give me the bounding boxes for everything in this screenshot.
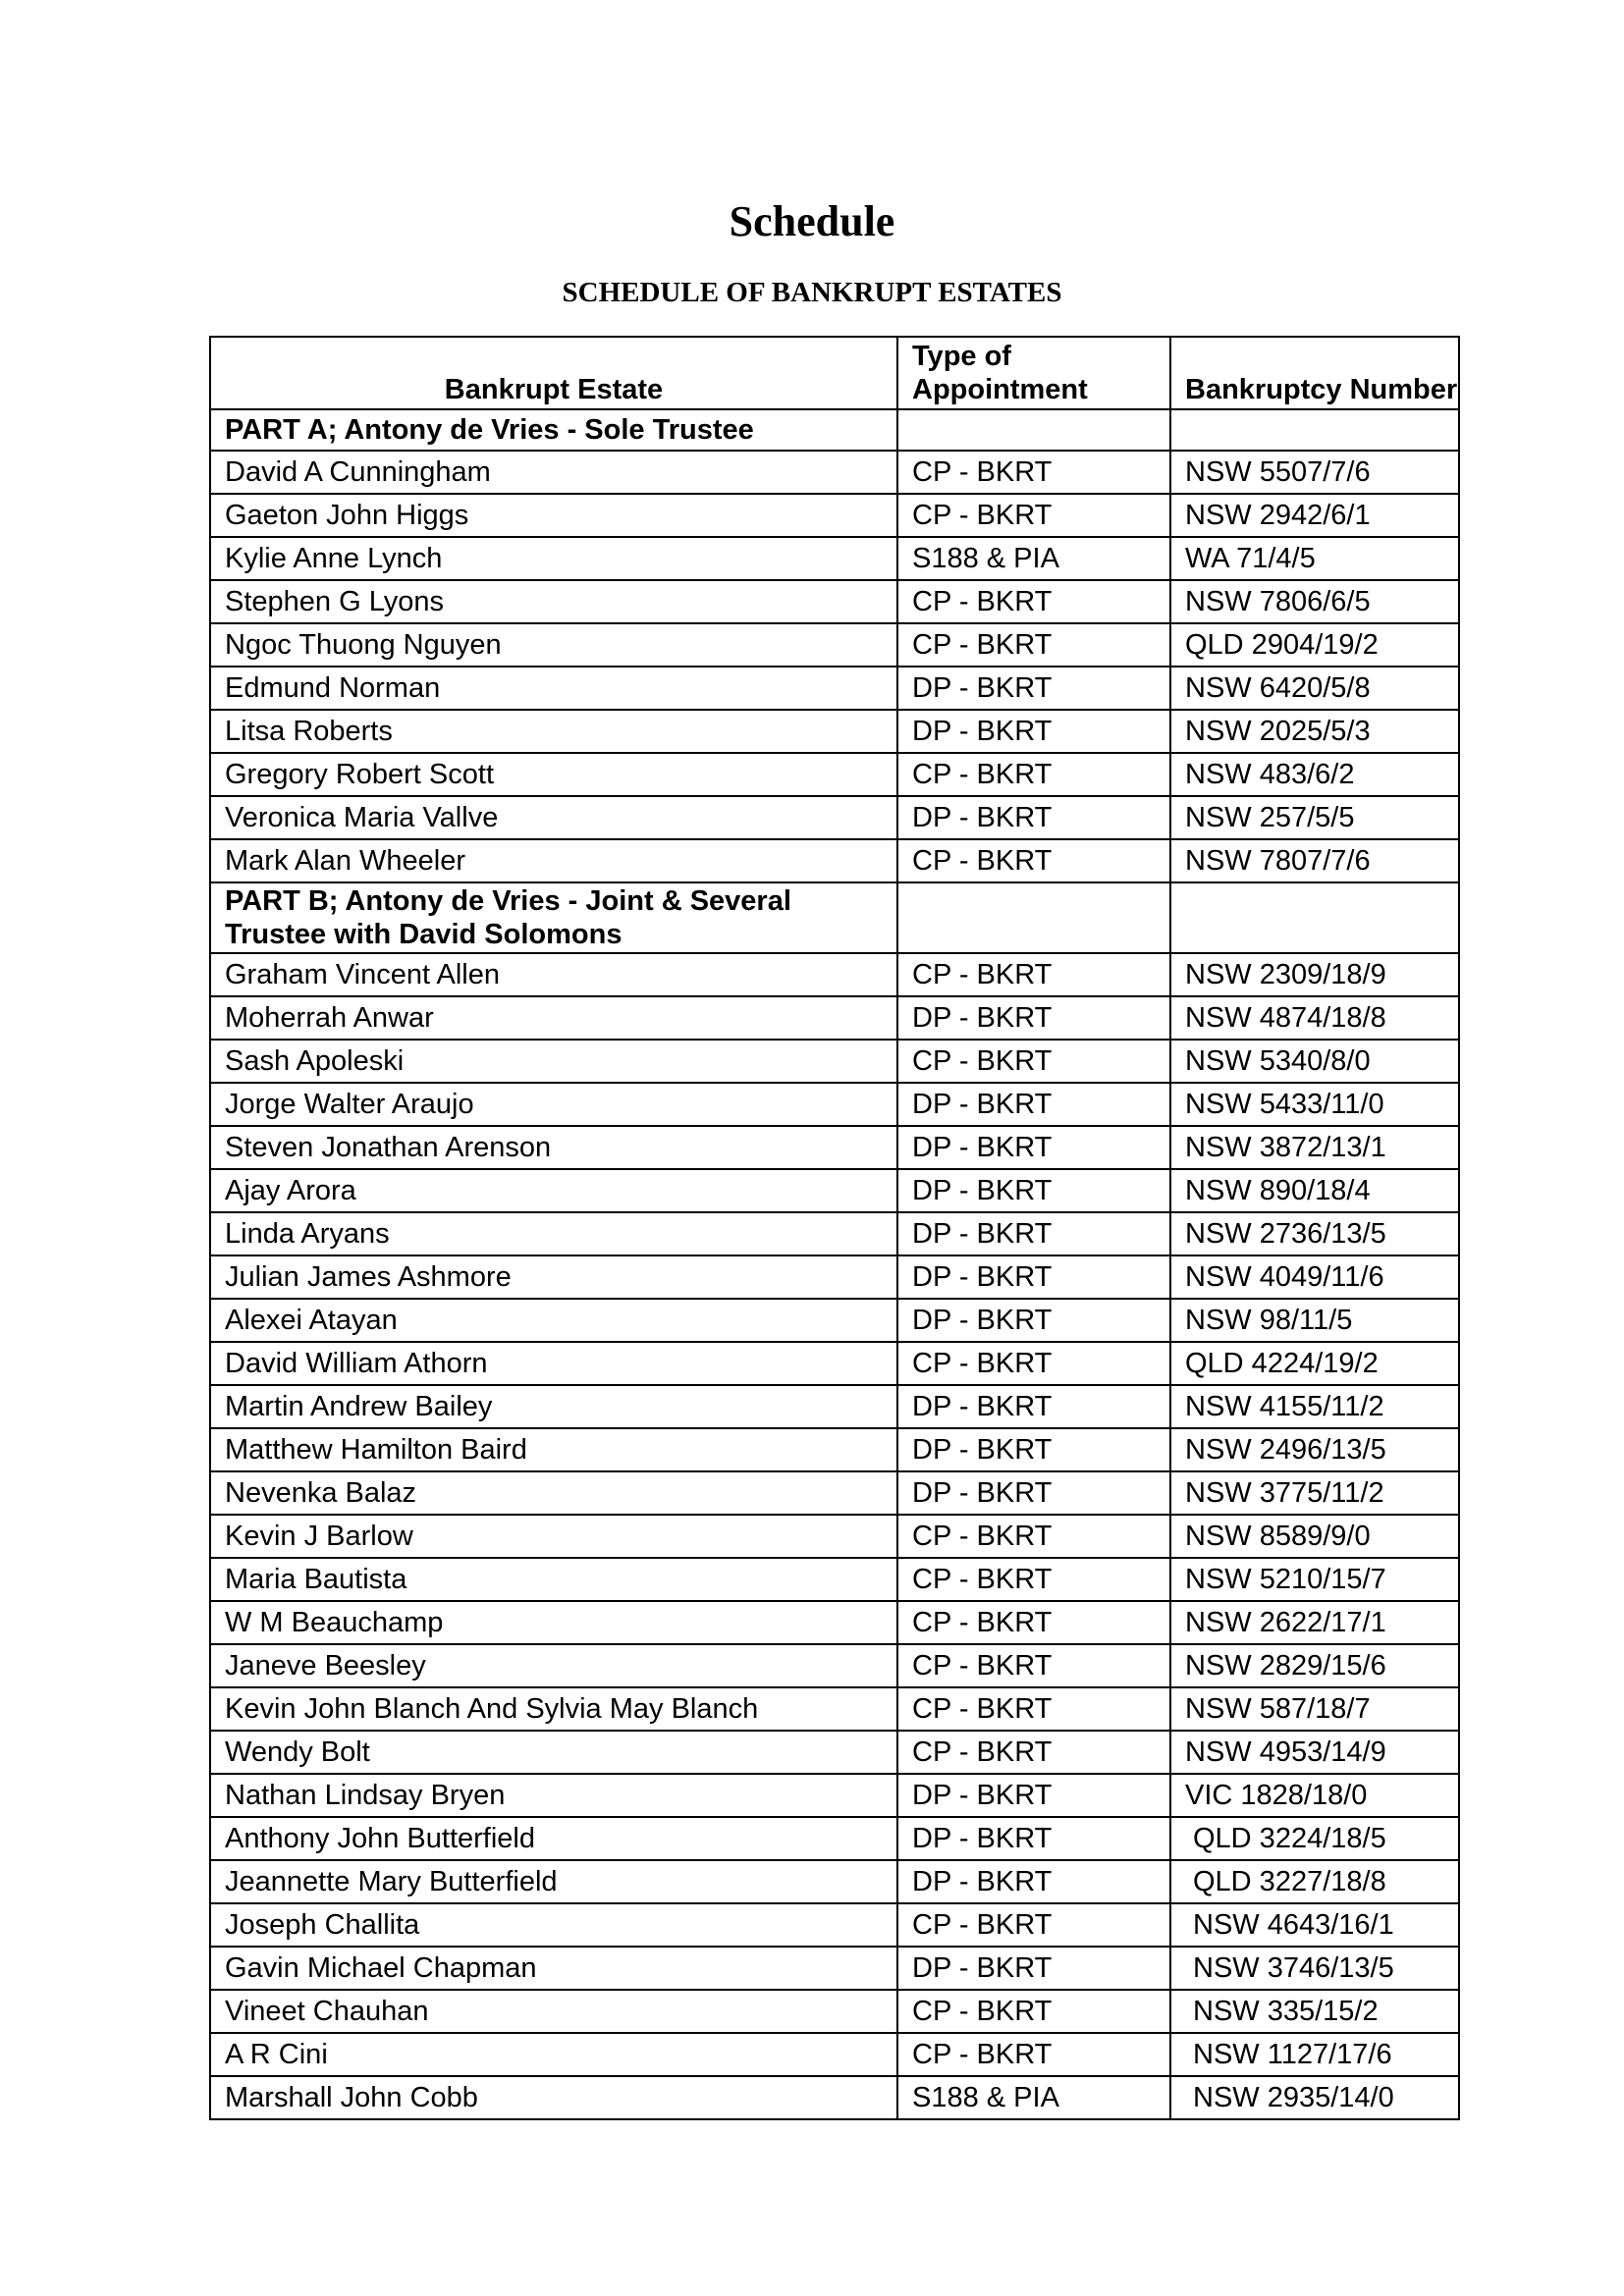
bankrupt-estate-cell: Nathan Lindsay Bryen — [210, 1774, 897, 1817]
bankruptcy-number-cell: NSW 483/6/2 — [1170, 753, 1459, 796]
appointment-type-cell: CP - BKRT — [897, 1731, 1170, 1774]
bankruptcy-number-cell: NSW 4643/16/1 — [1170, 1903, 1459, 1947]
bankrupt-estate-cell: Nevenka Balaz — [210, 1471, 897, 1515]
table-row — [210, 953, 1459, 996]
bankruptcy-number-cell: NSW 7806/6/5 — [1170, 580, 1459, 623]
bankruptcy-number-cell: WA 71/4/5 — [1170, 537, 1459, 580]
table-row — [210, 667, 1459, 710]
appointment-type-cell: DP - BKRT — [897, 996, 1170, 1040]
bankrupt-estate-cell: Stephen G Lyons — [210, 580, 897, 623]
table-row — [210, 1471, 1459, 1515]
bankrupt-estate-cell: Mark Alan Wheeler — [210, 839, 897, 882]
bankruptcy-number-cell: QLD 2904/19/2 — [1170, 623, 1459, 667]
bankrupt-estate-cell: Ngoc Thuong Nguyen — [210, 623, 897, 667]
appointment-type-cell: DP - BKRT — [897, 667, 1170, 710]
appointment-type-cell: CP - BKRT — [897, 1040, 1170, 1083]
table-row — [210, 494, 1459, 537]
appointment-type-cell: DP - BKRT — [897, 1083, 1170, 1126]
bankruptcy-number-cell: NSW 98/11/5 — [1170, 1299, 1459, 1342]
part-a-heading: PART A; Antony de Vries - Sole Trustee — [210, 409, 897, 451]
bankrupt-estate-cell: Gavin Michael Chapman — [210, 1947, 897, 1990]
bankruptcy-number-cell: NSW 335/15/2 — [1170, 1990, 1459, 2033]
bankruptcy-number-cell: NSW 2736/13/5 — [1170, 1212, 1459, 1255]
table-row — [210, 1169, 1459, 1212]
table-row — [210, 796, 1459, 839]
bankruptcy-number-cell: QLD 3227/18/8 — [1170, 1860, 1459, 1903]
bankruptcy-number-cell: NSW 2622/17/1 — [1170, 1601, 1459, 1644]
header-bankruptcy-number: Bankruptcy Number — [1170, 337, 1459, 409]
table-row — [210, 1385, 1459, 1428]
appointment-type-cell: DP - BKRT — [897, 1212, 1170, 1255]
table-row — [210, 1342, 1459, 1385]
appointment-type-cell: CP - BKRT — [897, 623, 1170, 667]
appointment-type-cell: DP - BKRT — [897, 1860, 1170, 1903]
appointment-type-cell: CP - BKRT — [897, 953, 1170, 996]
bankruptcy-number-cell: NSW 2496/13/5 — [1170, 1428, 1459, 1471]
bankrupt-estate-cell: Joseph Challita — [210, 1903, 897, 1947]
bankrupt-estate-cell: Gregory Robert Scott — [210, 753, 897, 796]
appointment-type-cell: DP - BKRT — [897, 796, 1170, 839]
table-row — [210, 580, 1459, 623]
bankrupt-estate-cell: Marshall John Cobb — [210, 2076, 897, 2119]
table-row — [210, 2076, 1459, 2119]
empty-cell — [1170, 882, 1459, 953]
page-subtitle: SCHEDULE OF BANKRUPT ESTATES — [562, 277, 1062, 308]
table-row — [210, 1255, 1459, 1299]
appointment-type-cell: CP - BKRT — [897, 753, 1170, 796]
table-row — [210, 537, 1459, 580]
bankrupt-estate-cell: Kylie Anne Lynch — [210, 537, 897, 580]
appointment-type-cell: DP - BKRT — [897, 1299, 1170, 1342]
bankrupt-estate-cell: Wendy Bolt — [210, 1731, 897, 1774]
bankruptcy-number-cell: NSW 2309/18/9 — [1170, 953, 1459, 996]
table-row — [210, 1212, 1459, 1255]
appointment-type-cell: CP - BKRT — [897, 2033, 1170, 2076]
appointment-type-cell: CP - BKRT — [897, 1558, 1170, 1601]
bankrupt-estate-cell: Sash Apoleski — [210, 1040, 897, 1083]
appointment-type-cell: DP - BKRT — [897, 1471, 1170, 1515]
bankrupt-estate-cell: Steven Jonathan Arenson — [210, 1126, 897, 1169]
header-type-of-appointment: Type of Appointment — [897, 337, 1170, 409]
table-row — [210, 710, 1459, 753]
table-row — [210, 1040, 1459, 1083]
table-row — [210, 1428, 1459, 1471]
bankruptcy-number-cell: NSW 2829/15/6 — [1170, 1644, 1459, 1687]
appointment-type-cell: DP - BKRT — [897, 710, 1170, 753]
bankruptcy-number-cell: NSW 3775/11/2 — [1170, 1471, 1459, 1515]
table-row — [210, 1774, 1459, 1817]
bankruptcy-number-cell: NSW 2942/6/1 — [1170, 494, 1459, 537]
bankrupt-estate-cell: Gaeton John Higgs — [210, 494, 897, 537]
table-row — [210, 1990, 1459, 2033]
appointment-type-cell: CP - BKRT — [897, 1687, 1170, 1731]
bankrupt-estate-cell: Kevin J Barlow — [210, 1515, 897, 1558]
appointment-type-cell: CP - BKRT — [897, 1644, 1170, 1687]
bankrupt-estate-cell: Janeve Beesley — [210, 1644, 897, 1687]
appointment-type-cell: S188 & PIA — [897, 537, 1170, 580]
bankruptcy-number-cell: NSW 5340/8/0 — [1170, 1040, 1459, 1083]
bankrupt-estate-cell: Edmund Norman — [210, 667, 897, 710]
header-bankrupt-estate: Bankrupt Estate — [210, 337, 897, 409]
table-row — [210, 1558, 1459, 1601]
table-row — [210, 1126, 1459, 1169]
bankrupt-estate-cell: David William Athorn — [210, 1342, 897, 1385]
bankrupt-estate-cell: Litsa Roberts — [210, 710, 897, 753]
appointment-type-cell: DP - BKRT — [897, 1169, 1170, 1212]
bankruptcy-number-cell: QLD 4224/19/2 — [1170, 1342, 1459, 1385]
table-row — [210, 451, 1459, 494]
bankrupt-estates-table — [209, 336, 1460, 2120]
appointment-type-cell: CP - BKRT — [897, 1990, 1170, 2033]
bankruptcy-number-cell: QLD 3224/18/5 — [1170, 1817, 1459, 1860]
table-row — [210, 1903, 1459, 1947]
bankruptcy-number-cell: NSW 3872/13/1 — [1170, 1126, 1459, 1169]
empty-cell — [897, 409, 1170, 451]
appointment-type-cell: DP - BKRT — [897, 1428, 1170, 1471]
appointment-type-cell: DP - BKRT — [897, 1817, 1170, 1860]
bankruptcy-number-cell: NSW 4049/11/6 — [1170, 1255, 1459, 1299]
part-b-heading: PART B; Antony de Vries - Joint & Several Trustee with David Solomons — [210, 882, 897, 953]
appointment-type-cell: CP - BKRT — [897, 494, 1170, 537]
bankruptcy-number-cell: NSW 5507/7/6 — [1170, 451, 1459, 494]
bankrupt-estate-cell: Alexei Atayan — [210, 1299, 897, 1342]
bankruptcy-number-cell: NSW 4953/14/9 — [1170, 1731, 1459, 1774]
bankrupt-estate-cell: David A Cunningham — [210, 451, 897, 494]
bankrupt-estate-cell: W M Beauchamp — [210, 1601, 897, 1644]
bankruptcy-number-cell: NSW 6420/5/8 — [1170, 667, 1459, 710]
bankrupt-estate-cell: Ajay Arora — [210, 1169, 897, 1212]
table-row — [210, 1687, 1459, 1731]
appointment-type-cell: CP - BKRT — [897, 1515, 1170, 1558]
bankruptcy-number-cell: NSW 257/5/5 — [1170, 796, 1459, 839]
appointment-type-cell: CP - BKRT — [897, 1903, 1170, 1947]
table-row — [210, 1515, 1459, 1558]
bankruptcy-number-cell: NSW 7807/7/6 — [1170, 839, 1459, 882]
table-row — [210, 1644, 1459, 1687]
appointment-type-cell: CP - BKRT — [897, 451, 1170, 494]
table-header-row — [210, 337, 1459, 409]
bankruptcy-number-cell: NSW 8589/9/0 — [1170, 1515, 1459, 1558]
table-row — [210, 996, 1459, 1040]
bankruptcy-number-cell: NSW 5210/15/7 — [1170, 1558, 1459, 1601]
bankrupt-estate-cell: Matthew Hamilton Baird — [210, 1428, 897, 1471]
bankrupt-estate-cell: Graham Vincent Allen — [210, 953, 897, 996]
bankrupt-estate-cell: Jeannette Mary Butterfield — [210, 1860, 897, 1903]
appointment-type-cell: CP - BKRT — [897, 1601, 1170, 1644]
appointment-type-cell: CP - BKRT — [897, 1342, 1170, 1385]
table-row — [210, 753, 1459, 796]
bankruptcy-number-cell: NSW 4874/18/8 — [1170, 996, 1459, 1040]
bankruptcy-number-cell: NSW 1127/17/6 — [1170, 2033, 1459, 2076]
bankrupt-estate-cell: Vineet Chauhan — [210, 1990, 897, 2033]
bankrupt-estate-cell: Jorge Walter Araujo — [210, 1083, 897, 1126]
table-row — [210, 839, 1459, 882]
bankruptcy-number-cell: VIC 1828/18/0 — [1170, 1774, 1459, 1817]
bankruptcy-number-cell: NSW 2935/14/0 — [1170, 2076, 1459, 2119]
appointment-type-cell: DP - BKRT — [897, 1126, 1170, 1169]
bankruptcy-number-cell: NSW 4155/11/2 — [1170, 1385, 1459, 1428]
page-title: Schedule — [729, 197, 895, 245]
table-row — [210, 1860, 1459, 1903]
empty-cell — [897, 882, 1170, 953]
bankruptcy-number-cell: NSW 587/18/7 — [1170, 1687, 1459, 1731]
empty-cell — [1170, 409, 1459, 451]
bankrupt-estate-cell: A R Cini — [210, 2033, 897, 2076]
table-row — [210, 1083, 1459, 1126]
appointment-type-cell: DP - BKRT — [897, 1947, 1170, 1990]
bankrupt-estate-cell: Moherrah Anwar — [210, 996, 897, 1040]
appointment-type-cell: CP - BKRT — [897, 580, 1170, 623]
part-a-heading-row — [210, 409, 1459, 451]
appointment-type-cell: DP - BKRT — [897, 1385, 1170, 1428]
table-row — [210, 1731, 1459, 1774]
bankrupt-estate-cell: Kevin John Blanch And Sylvia May Blanch — [210, 1687, 897, 1731]
bankrupt-estate-cell: Martin Andrew Bailey — [210, 1385, 897, 1428]
bankruptcy-number-cell: NSW 2025/5/3 — [1170, 710, 1459, 753]
part-b-heading-row — [210, 882, 1459, 953]
table-row — [210, 1299, 1459, 1342]
bankrupt-estate-cell: Anthony John Butterfield — [210, 1817, 897, 1860]
bankruptcy-number-cell: NSW 3746/13/5 — [1170, 1947, 1459, 1990]
appointment-type-cell: DP - BKRT — [897, 1774, 1170, 1817]
bankrupt-estate-cell: Veronica Maria Vallve — [210, 796, 897, 839]
table-row — [210, 1817, 1459, 1860]
bankrupt-estate-cell: Julian James Ashmore — [210, 1255, 897, 1299]
bankruptcy-number-cell: NSW 5433/11/0 — [1170, 1083, 1459, 1126]
appointment-type-cell: CP - BKRT — [897, 839, 1170, 882]
bankruptcy-number-cell: NSW 890/18/4 — [1170, 1169, 1459, 1212]
bankrupt-estate-cell: Maria Bautista — [210, 1558, 897, 1601]
table-row — [210, 1601, 1459, 1644]
table-row — [210, 623, 1459, 667]
bankrupt-estate-cell: Linda Aryans — [210, 1212, 897, 1255]
appointment-type-cell: DP - BKRT — [897, 1255, 1170, 1299]
table-row — [210, 1947, 1459, 1990]
appointment-type-cell: S188 & PIA — [897, 2076, 1170, 2119]
table-row — [210, 2033, 1459, 2076]
